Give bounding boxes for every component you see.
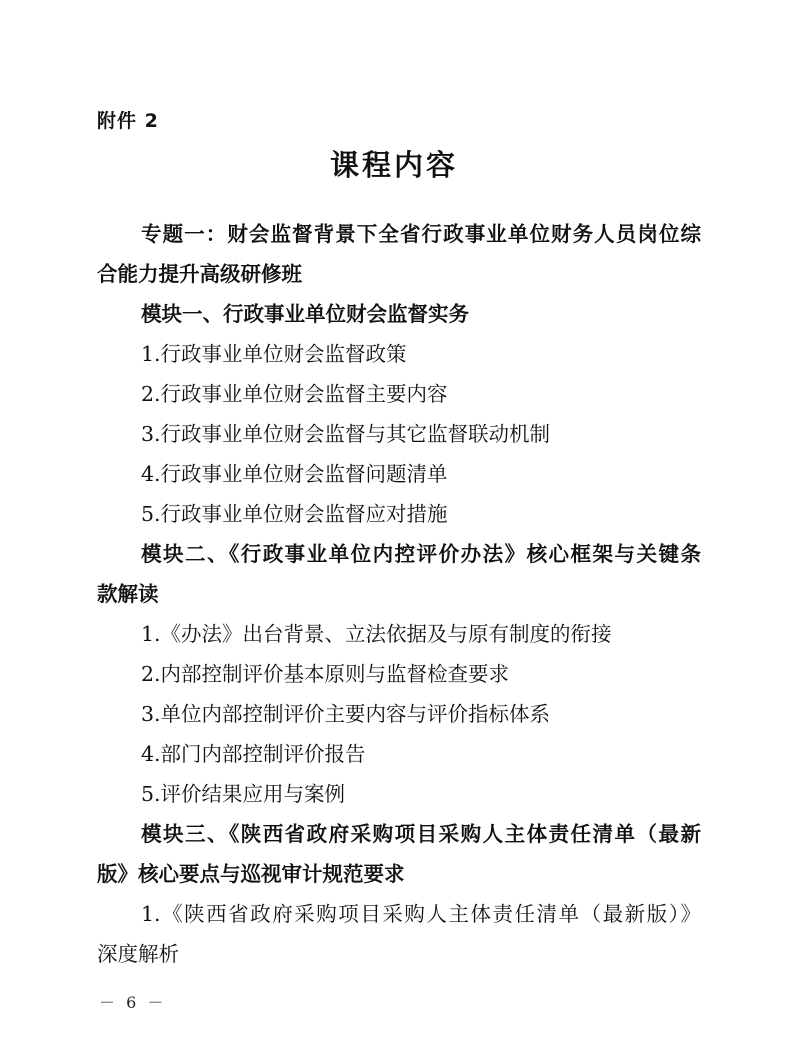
module3-heading-line1: 模块三、《陕西省政府采购项目采购人主体责任清单（最新 [141, 822, 701, 846]
module1-item: 5.行政事业单位财会监督应对措施 [141, 502, 448, 526]
page-title: 课程内容 [329, 148, 458, 182]
module1-item: 2.行政事业单位财会监督主要内容 [141, 382, 448, 406]
module2-item: 2.内部控制评价基本原则与监督检查要求 [141, 662, 510, 686]
topic-heading-line1: 专题一：财会监督背景下全省行政事业单位财务人员岗位综 [141, 222, 701, 246]
module1-item: 1.行政事业单位财会监督政策 [141, 342, 407, 366]
module1-item: 3.行政事业单位财会监督与其它监督联动机制 [141, 422, 551, 446]
page-number: － 6 － [99, 993, 167, 1012]
topic-heading-line2: 合能力提升高级研修班 [97, 262, 302, 286]
module2-item: 5.评价结果应用与案例 [141, 782, 346, 806]
module2-item: 3.单位内部控制评价主要内容与评价指标体系 [141, 702, 551, 726]
module1-item: 4.行政事业单位财会监督问题清单 [141, 462, 448, 486]
module2-item: 4.部门内部控制评价报告 [141, 742, 366, 766]
module2-item: 1.《办法》出台背景、立法依据及与原有制度的衔接 [141, 622, 612, 646]
module3-heading-line2: 版》核心要点与巡视审计规范要求 [97, 862, 405, 886]
module1-heading: 模块一、行政事业单位财会监督实务 [141, 302, 469, 326]
module2-heading-line2: 款解读 [97, 582, 159, 606]
module2-heading-line1: 模块二、《行政事业单位内控评价办法》核心框架与关键条 [141, 542, 701, 566]
attachment-label: 附件 2 [97, 110, 159, 132]
module3-item-line1: 1.《陕西省政府采购项目采购人主体责任清单（最新版）》 [141, 902, 701, 926]
module3-item-line2: 深度解析 [97, 942, 179, 966]
